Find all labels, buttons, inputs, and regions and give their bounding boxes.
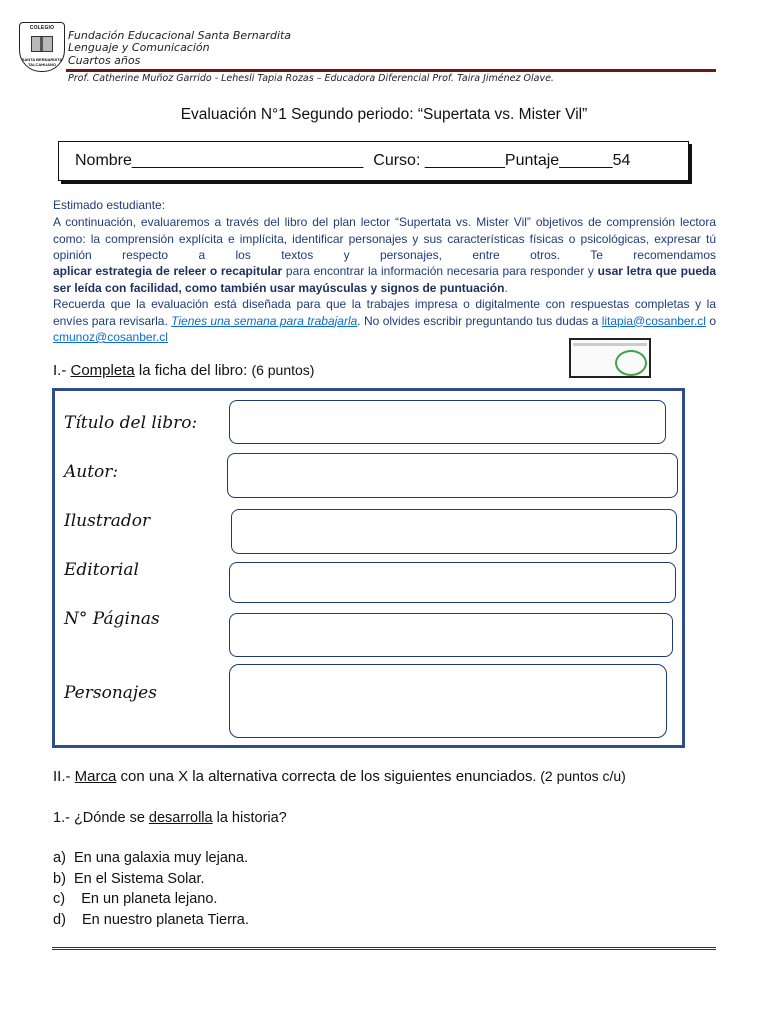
field-label-title: Título del libro:	[64, 413, 198, 433]
thumbnail-highlight-circle	[615, 350, 647, 376]
question-1-prefix: 1.- ¿Dónde se	[53, 810, 149, 826]
logo-bottom-text: SANTA BERNARDITA TALCAHUANO	[21, 57, 63, 67]
option-d[interactable]: d) En nuestro planeta Tierra.	[53, 912, 249, 928]
characters-input[interactable]	[229, 664, 667, 738]
section-2-heading	[53, 768, 626, 785]
field-label-pages: N° Páginas	[64, 609, 160, 629]
field-label-illustrator: Ilustrador	[64, 511, 151, 531]
field-label-publisher: Editorial	[64, 560, 139, 580]
footer-rule	[52, 947, 716, 950]
option-c[interactable]: c) En un planeta lejano.	[53, 891, 218, 907]
section-1-text: la ficha del libro:	[134, 362, 252, 379]
strategy-emphasis: aplicar estrategia de releer o recapitular	[53, 264, 283, 278]
option-b[interactable]: b) En el Sistema Solar.	[53, 871, 205, 887]
score-field: Puntaje______54	[504, 152, 631, 169]
question-1	[53, 810, 287, 826]
section-2-text: con una X la alternativa correcta de los siguientes enunciados	[116, 768, 533, 785]
section-1-verb: Completa	[70, 362, 135, 379]
intro-text-2-end: .	[504, 280, 508, 295]
question-1-verb: desarrolla	[148, 810, 213, 826]
option-a[interactable]: a) En una galaxia muy lejana.	[53, 850, 249, 866]
student-info-box	[58, 141, 689, 181]
email-separator: o	[705, 313, 716, 328]
screenshot-thumbnail	[569, 338, 651, 378]
email-link-1[interactable]: litapia@cosanber.cl	[601, 313, 706, 328]
intro-text-1: A continuación, evaluaremos a través del libro del plan lector “Supertata vs. Mister Vil” objetivos de comprensión lectora como: la comprensión explícita e implícita, identificar personajes y sus características físicas o psicológicas, expresar tú opinión respecto a los textos y personajes, entre otros. Te recomendamos	[53, 215, 716, 262]
course-field[interactable]: Curso: _________	[373, 152, 505, 169]
page-title: Evaluación N°1 Segundo periodo: “Supertata vs. Mister Vil”	[180, 106, 588, 123]
logo-emblem	[31, 36, 53, 52]
greeting: Estimado estudiante:	[53, 198, 166, 212]
publisher-input[interactable]	[229, 562, 676, 603]
intro-text-3-end: . No olvides escribir preguntando tus dudas a	[357, 313, 602, 328]
name-field[interactable]: Nombre__________________________	[75, 152, 364, 169]
intro-text-3: Recuerda que la evaluación está diseñada para que la trabajes impresa o digitalmente con respuestas completas y la envíes para revisarla.	[53, 297, 716, 328]
header-rule	[66, 69, 716, 72]
logo-top-text: COLEGIO	[29, 25, 55, 31]
title-input[interactable]	[229, 400, 666, 444]
intro-paragraph-1	[53, 214, 716, 264]
section-1-points: (6 puntos)	[251, 362, 315, 378]
section-2-number: II.-	[53, 768, 75, 785]
author-input[interactable]	[227, 453, 678, 498]
field-label-author: Autor:	[64, 462, 119, 482]
intro-paragraph-2	[53, 263, 716, 296]
question-1-suffix: la historia?	[212, 810, 287, 826]
subject-name: Lenguaje y Comunicación	[68, 41, 210, 54]
deadline-note: Tienes una semana para trabajarla	[171, 313, 358, 328]
field-label-characters: Personajes	[64, 683, 157, 703]
school-logo	[19, 22, 65, 72]
section-2-verb: Marca	[74, 768, 117, 785]
section-2-points: . (2 puntos c/u)	[532, 768, 626, 784]
illustrator-input[interactable]	[231, 509, 677, 554]
thumbnail-toolbar	[573, 343, 647, 346]
grade-name: Cuartos años	[68, 54, 141, 67]
section-1-number: I.-	[53, 362, 71, 379]
pages-input[interactable]	[229, 613, 673, 657]
handwriting-emphasis: usar letra que pueda ser leída con facilidad, como también usar mayúsculas y signos de puntuación	[53, 264, 717, 295]
institution-name: Fundación Educacional Santa Bernardita	[68, 29, 292, 42]
section-1-heading	[53, 362, 314, 379]
email-link-2[interactable]: cmunoz@cosanber.cl	[53, 330, 168, 344]
intro-text-2: para encontrar la información necesaria para responder y	[282, 264, 598, 278]
teachers-line: Prof. Catherine Muñoz Garrido - Lehesli Tapia Rozas – Educadora Diferencial Prof. Taira Jiménez Olave.	[68, 73, 554, 84]
